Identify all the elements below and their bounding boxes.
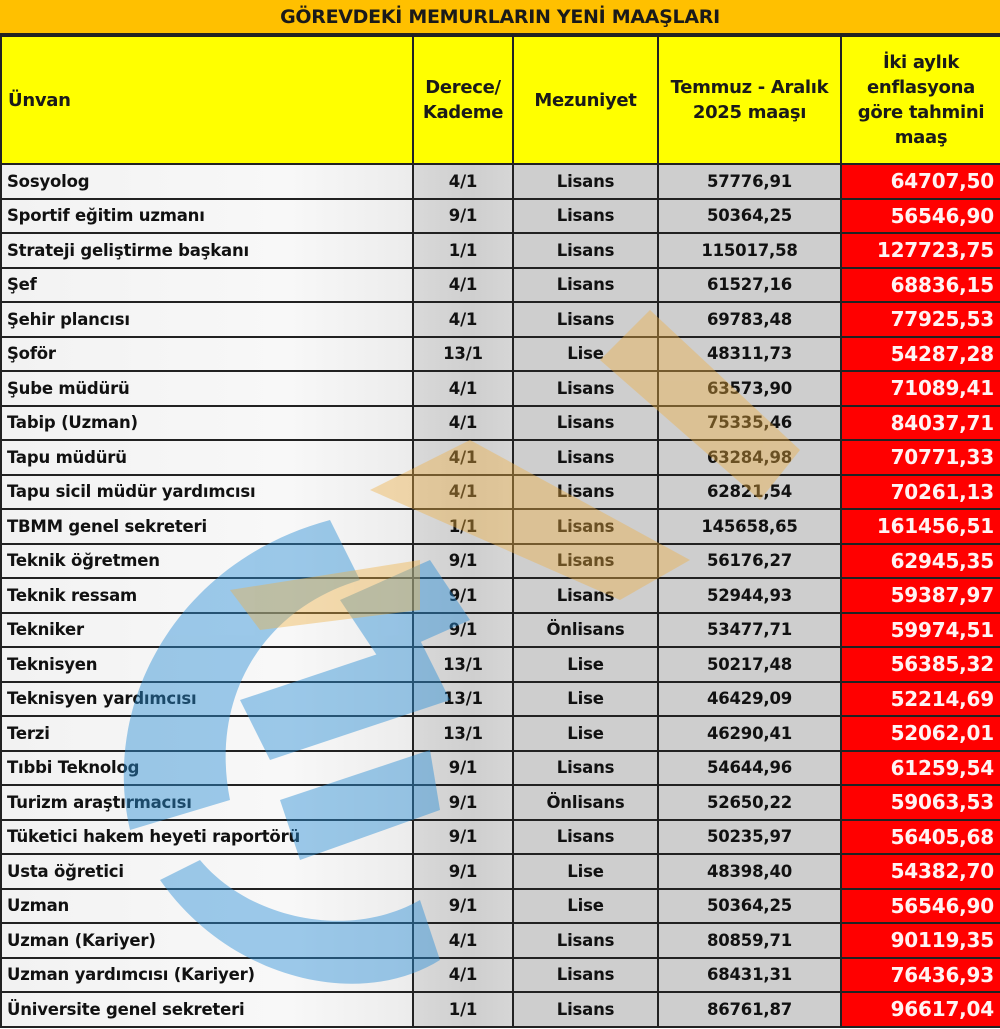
cell-unvan: Tekniker (1, 613, 413, 648)
salary-table (0, 35, 1000, 1028)
cell-unvan: Üniversite genel sekreteri (1, 992, 413, 1027)
cell-unvan: Turizm araştırmacısı (1, 785, 413, 820)
table-row (1, 923, 1000, 958)
cell-derece: 4/1 (413, 302, 513, 337)
cell-unvan: Tıbbi Teknolog (1, 751, 413, 786)
cell-derece: 1/1 (413, 233, 513, 268)
cell-tahmini: 68836,15 (841, 268, 1000, 303)
cell-unvan: Tüketici hakem heyeti raportörü (1, 820, 413, 855)
cell-derece: 9/1 (413, 854, 513, 889)
cell-tahmini: 54382,70 (841, 854, 1000, 889)
table-row (1, 337, 1000, 372)
table-row (1, 992, 1000, 1027)
cell-maas: 52650,22 (658, 785, 841, 820)
column-header-maas: Temmuz - Aralık 2025 maaşı (658, 36, 841, 164)
cell-derece: 4/1 (413, 406, 513, 441)
cell-tahmini: 56546,90 (841, 889, 1000, 924)
table-row (1, 509, 1000, 544)
table-row (1, 889, 1000, 924)
cell-unvan: Şube müdürü (1, 371, 413, 406)
cell-mezuniyet: Lisans (513, 268, 658, 303)
cell-unvan: Strateji geliştirme başkanı (1, 233, 413, 268)
cell-unvan: Sportif eğitim uzmanı (1, 199, 413, 234)
cell-mezuniyet: Lisans (513, 475, 658, 510)
cell-derece: 9/1 (413, 199, 513, 234)
cell-derece: 9/1 (413, 578, 513, 613)
cell-mezuniyet: Lise (513, 682, 658, 717)
cell-maas: 50217,48 (658, 647, 841, 682)
cell-maas: 53477,71 (658, 613, 841, 648)
cell-unvan: Tabip (Uzman) (1, 406, 413, 441)
cell-maas: 75335,46 (658, 406, 841, 441)
table-row (1, 164, 1000, 199)
column-header-derece: Derece/ Kademe (413, 36, 513, 164)
cell-tahmini: 62945,35 (841, 544, 1000, 579)
cell-mezuniyet: Lisans (513, 164, 658, 199)
cell-unvan: Teknisyen (1, 647, 413, 682)
cell-derece: 9/1 (413, 544, 513, 579)
table-row (1, 406, 1000, 441)
cell-tahmini: 70261,13 (841, 475, 1000, 510)
cell-tahmini: 56405,68 (841, 820, 1000, 855)
table-row (1, 682, 1000, 717)
cell-derece: 4/1 (413, 440, 513, 475)
cell-maas: 63284,98 (658, 440, 841, 475)
cell-tahmini: 77925,53 (841, 302, 1000, 337)
cell-maas: 46429,09 (658, 682, 841, 717)
cell-mezuniyet: Lisans (513, 958, 658, 993)
table-row (1, 371, 1000, 406)
column-header-tahmini: İki aylık enflasyona göre tahmini maaş (841, 36, 1000, 164)
cell-derece: 4/1 (413, 958, 513, 993)
cell-tahmini: 52062,01 (841, 716, 1000, 751)
cell-mezuniyet: Lisans (513, 302, 658, 337)
cell-tahmini: 84037,71 (841, 406, 1000, 441)
table-row (1, 578, 1000, 613)
cell-derece: 13/1 (413, 647, 513, 682)
table-row (1, 440, 1000, 475)
cell-maas: 68431,31 (658, 958, 841, 993)
cell-tahmini: 54287,28 (841, 337, 1000, 372)
cell-tahmini: 56546,90 (841, 199, 1000, 234)
cell-unvan: Sosyolog (1, 164, 413, 199)
cell-tahmini: 90119,35 (841, 923, 1000, 958)
cell-maas: 46290,41 (658, 716, 841, 751)
table-row (1, 302, 1000, 337)
cell-mezuniyet: Lisans (513, 509, 658, 544)
cell-unvan: Teknik öğretmen (1, 544, 413, 579)
cell-maas: 57776,91 (658, 164, 841, 199)
table-row (1, 647, 1000, 682)
header-row (1, 36, 1000, 164)
cell-tahmini: 56385,32 (841, 647, 1000, 682)
table-row (1, 785, 1000, 820)
cell-derece: 13/1 (413, 337, 513, 372)
cell-mezuniyet: Lisans (513, 923, 658, 958)
table-row (1, 751, 1000, 786)
cell-maas: 56176,27 (658, 544, 841, 579)
cell-tahmini: 96617,04 (841, 992, 1000, 1027)
cell-derece: 4/1 (413, 923, 513, 958)
cell-tahmini: 61259,54 (841, 751, 1000, 786)
cell-derece: 4/1 (413, 475, 513, 510)
cell-unvan: Terzi (1, 716, 413, 751)
cell-maas: 54644,96 (658, 751, 841, 786)
cell-tahmini: 76436,93 (841, 958, 1000, 993)
cell-tahmini: 70771,33 (841, 440, 1000, 475)
table-row (1, 613, 1000, 648)
cell-unvan: Şoför (1, 337, 413, 372)
table-row (1, 854, 1000, 889)
cell-mezuniyet: Önlisans (513, 785, 658, 820)
cell-mezuniyet: Lisans (513, 440, 658, 475)
cell-mezuniyet: Lisans (513, 751, 658, 786)
cell-tahmini: 59063,53 (841, 785, 1000, 820)
cell-tahmini: 59387,97 (841, 578, 1000, 613)
cell-derece: 13/1 (413, 682, 513, 717)
cell-tahmini: 59974,51 (841, 613, 1000, 648)
cell-maas: 50235,97 (658, 820, 841, 855)
cell-maas: 61527,16 (658, 268, 841, 303)
cell-maas: 50364,25 (658, 889, 841, 924)
cell-unvan: Uzman (Kariyer) (1, 923, 413, 958)
cell-maas: 86761,87 (658, 992, 841, 1027)
table-row (1, 233, 1000, 268)
cell-maas: 69783,48 (658, 302, 841, 337)
cell-unvan: Tapu müdürü (1, 440, 413, 475)
cell-maas: 48398,40 (658, 854, 841, 889)
cell-mezuniyet: Lisans (513, 544, 658, 579)
cell-unvan: TBMM genel sekreteri (1, 509, 413, 544)
cell-mezuniyet: Lisans (513, 820, 658, 855)
table-row (1, 544, 1000, 579)
cell-mezuniyet: Lisans (513, 233, 658, 268)
cell-mezuniyet: Lisans (513, 371, 658, 406)
table-title: GÖREVDEKİ MEMURLARIN YENİ MAAŞLARI (0, 0, 1000, 35)
table-row (1, 820, 1000, 855)
cell-derece: 9/1 (413, 613, 513, 648)
cell-mezuniyet: Lise (513, 337, 658, 372)
cell-maas: 115017,58 (658, 233, 841, 268)
table-row (1, 716, 1000, 751)
column-header-mezuniyet: Mezuniyet (513, 36, 658, 164)
table-row (1, 268, 1000, 303)
cell-mezuniyet: Lise (513, 647, 658, 682)
cell-unvan: Usta öğretici (1, 854, 413, 889)
cell-mezuniyet: Önlisans (513, 613, 658, 648)
cell-mezuniyet: Lise (513, 889, 658, 924)
cell-maas: 80859,71 (658, 923, 841, 958)
cell-derece: 4/1 (413, 371, 513, 406)
cell-derece: 4/1 (413, 268, 513, 303)
cell-maas: 145658,65 (658, 509, 841, 544)
cell-derece: 9/1 (413, 751, 513, 786)
table-row (1, 958, 1000, 993)
cell-derece: 9/1 (413, 889, 513, 924)
cell-mezuniyet: Lisans (513, 992, 658, 1027)
cell-maas: 52944,93 (658, 578, 841, 613)
cell-tahmini: 71089,41 (841, 371, 1000, 406)
cell-maas: 50364,25 (658, 199, 841, 234)
cell-tahmini: 127723,75 (841, 233, 1000, 268)
cell-derece: 4/1 (413, 164, 513, 199)
cell-mezuniyet: Lise (513, 854, 658, 889)
cell-unvan: Şehir plancısı (1, 302, 413, 337)
cell-tahmini: 52214,69 (841, 682, 1000, 717)
table-row (1, 475, 1000, 510)
cell-derece: 1/1 (413, 509, 513, 544)
cell-derece: 9/1 (413, 785, 513, 820)
cell-unvan: Şef (1, 268, 413, 303)
cell-tahmini: 64707,50 (841, 164, 1000, 199)
cell-unvan: Uzman yardımcısı (Kariyer) (1, 958, 413, 993)
cell-maas: 63573,90 (658, 371, 841, 406)
cell-maas: 48311,73 (658, 337, 841, 372)
cell-mezuniyet: Lisans (513, 578, 658, 613)
column-header-unvan: Ünvan (1, 36, 413, 164)
cell-unvan: Teknisyen yardımcısı (1, 682, 413, 717)
cell-unvan: Teknik ressam (1, 578, 413, 613)
cell-mezuniyet: Lise (513, 716, 658, 751)
table-row (1, 199, 1000, 234)
cell-tahmini: 161456,51 (841, 509, 1000, 544)
cell-derece: 1/1 (413, 992, 513, 1027)
cell-mezuniyet: Lisans (513, 406, 658, 441)
cell-unvan: Uzman (1, 889, 413, 924)
cell-mezuniyet: Lisans (513, 199, 658, 234)
cell-maas: 62821,54 (658, 475, 841, 510)
cell-unvan: Tapu sicil müdür yardımcısı (1, 475, 413, 510)
cell-derece: 13/1 (413, 716, 513, 751)
cell-derece: 9/1 (413, 820, 513, 855)
